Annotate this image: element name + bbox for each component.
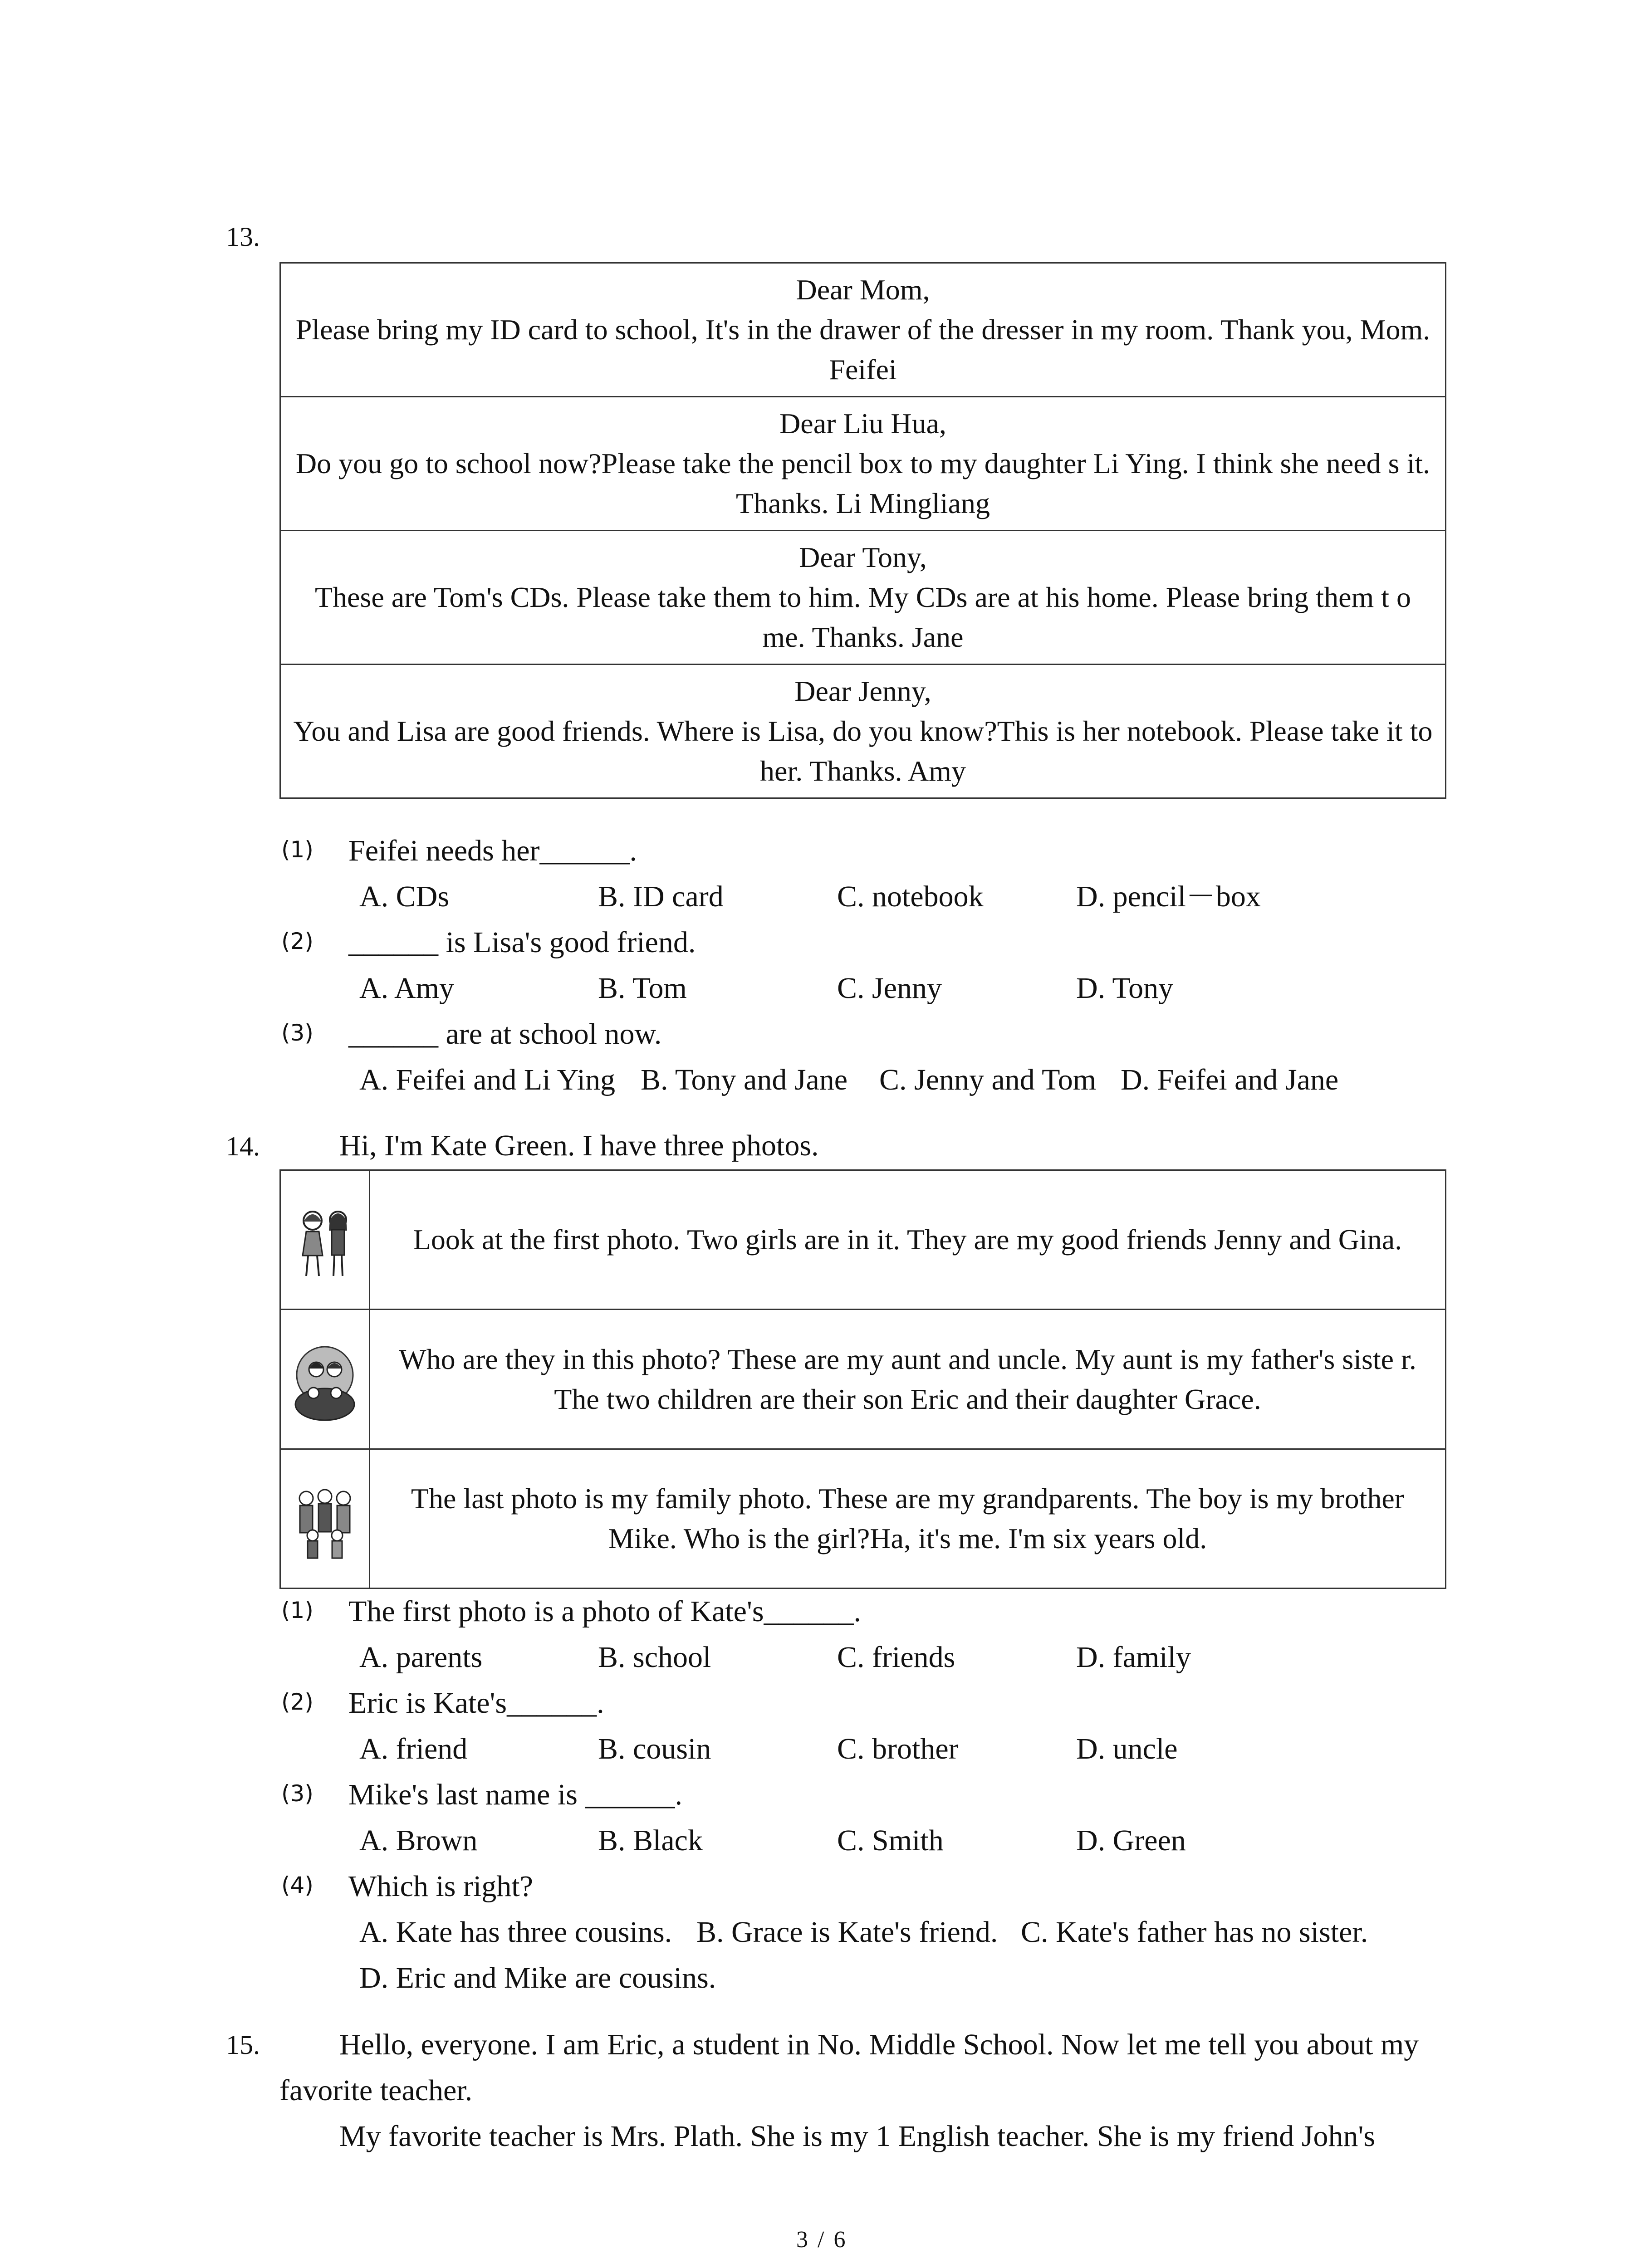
- note-body: Please bring my ID card to school, It's in the drawer of the dresser in my room. Thank you, Mom. Feifei: [295, 313, 1430, 386]
- two-girls-illustration-icon: [291, 1208, 359, 1281]
- question-stem: ______ is Lisa's good friend.: [348, 926, 696, 959]
- note-greeting: Dear Liu Hua,: [779, 407, 946, 440]
- option-a[interactable]: A. Feifei and Li Ying: [359, 1063, 615, 1096]
- photo-cell: [280, 1170, 370, 1310]
- note-row: [280, 531, 1446, 665]
- option-b[interactable]: B. ID card: [598, 880, 724, 913]
- photo-row: [280, 1449, 1446, 1589]
- question-number-15: 15.: [226, 2030, 260, 2060]
- option-c[interactable]: C. Jenny and Tom: [879, 1063, 1097, 1096]
- option-b[interactable]: B. Tony and Jane: [641, 1063, 848, 1096]
- sub-question-number: (1): [281, 836, 314, 863]
- photo-row: [280, 1310, 1446, 1449]
- photo-cell: [280, 1449, 370, 1589]
- note-greeting: Dear Tony,: [799, 541, 927, 573]
- option-a[interactable]: A. Amy: [359, 972, 455, 1005]
- option-c[interactable]: C. brother: [837, 1732, 959, 1765]
- photo-row: [280, 1170, 1446, 1310]
- note-row: [280, 263, 1446, 397]
- note-cell: [280, 665, 1446, 798]
- sub-question-number: (1): [281, 1597, 314, 1623]
- question-stem: The first photo is a photo of Kate's______.: [348, 1595, 862, 1628]
- note-body: You and Lisa are good friends. Where is Lisa, do you know?This is her notebook. Please take it to her. Thanks. Amy: [293, 715, 1433, 787]
- question-number-14: 14.: [226, 1131, 260, 1161]
- option-d[interactable]: D. Eric and Mike are cousins.: [359, 1961, 716, 1994]
- option-b[interactable]: B. Grace is Kate's friend.: [696, 1916, 998, 1949]
- option-a[interactable]: A. Brown: [359, 1824, 478, 1857]
- option-a[interactable]: A. CDs: [359, 880, 450, 913]
- photos-table: [279, 1169, 1446, 1589]
- note-cell: [280, 531, 1446, 665]
- note-cell: [280, 397, 1446, 531]
- note-greeting: Dear Jenny,: [794, 675, 931, 707]
- sub-question-number: (2): [281, 928, 314, 954]
- option-d[interactable]: D. family: [1076, 1641, 1191, 1674]
- note-cell: [280, 263, 1446, 397]
- option-b[interactable]: B. cousin: [598, 1732, 711, 1765]
- option-a[interactable]: A. parents: [359, 1641, 483, 1674]
- photo-description: The last photo is my family photo. These are my grandparents. The boy is my brother Mike. Who is the girl?Ha, it's me. I'm six years old.: [370, 1449, 1446, 1589]
- question-stem: Which is right?: [348, 1870, 533, 1903]
- option-d[interactable]: D. Green: [1076, 1824, 1186, 1857]
- sub-question-number: (3): [281, 1020, 314, 1046]
- note-body: Do you go to school now?Please take the pencil box to my daughter Li Ying. I think she need s it. Thanks. Li Mingliang: [295, 447, 1430, 519]
- question-stem: ______ are at school now.: [348, 1017, 662, 1051]
- passage-line: favorite teacher.: [279, 2074, 473, 2107]
- aunt-uncle-family-illustration-icon: [291, 1343, 359, 1425]
- option-b[interactable]: B. Black: [598, 1824, 703, 1857]
- note-row: [280, 397, 1446, 531]
- page-number: 3 / 6: [796, 2227, 847, 2253]
- sub-question-number: (3): [281, 1780, 314, 1807]
- photo-description: Look at the first photo. Two girls are in it. They are my good friends Jenny and Gina.: [370, 1170, 1446, 1310]
- sub-question-number: (4): [281, 1872, 314, 1898]
- note-greeting: Dear Mom,: [796, 274, 930, 306]
- option-c[interactable]: C. Kate's father has no sister.: [1021, 1916, 1368, 1949]
- question-number-13: 13.: [226, 222, 260, 252]
- option-d[interactable]: D. Feifei and Jane: [1121, 1063, 1339, 1096]
- option-c[interactable]: C. friends: [837, 1641, 955, 1674]
- option-b[interactable]: B. school: [598, 1641, 711, 1674]
- photo-description: Who are they in this photo? These are my aunt and uncle. My aunt is my father's siste r. The two children are their son Eric and their daughter Grace.: [370, 1310, 1446, 1449]
- passage-line: My favorite teacher is Mrs. Plath. She is my 1 English teacher. She is my friend John's: [339, 2120, 1376, 2153]
- family-group-illustration-icon: [291, 1485, 359, 1562]
- notes-table: [279, 262, 1446, 799]
- sub-question-number: (2): [281, 1689, 314, 1715]
- option-b[interactable]: B. Tom: [598, 972, 687, 1005]
- passage-line: Hello, everyone. I am Eric, a student in No. Middle School. Now let me tell you about my: [339, 2028, 1419, 2061]
- option-d[interactable]: D. Tony: [1076, 972, 1174, 1005]
- option-c[interactable]: C. notebook: [837, 880, 984, 913]
- option-a[interactable]: A. Kate has three cousins.: [359, 1916, 672, 1949]
- option-a[interactable]: A. friend: [359, 1732, 468, 1765]
- option-d[interactable]: D. uncle: [1076, 1732, 1178, 1765]
- question-stem: Feifei needs her______.: [348, 834, 637, 867]
- passage-intro: Hi, I'm Kate Green. I have three photos.: [339, 1129, 819, 1162]
- question-stem: Mike's last name is ______.: [348, 1778, 682, 1811]
- question-stem: Eric is Kate's______.: [348, 1686, 604, 1720]
- photo-cell: [280, 1310, 370, 1449]
- note-row: [280, 665, 1446, 798]
- note-body: These are Tom's CDs. Please take them to him. My CDs are at his home. Please bring them t o me. Thanks. Jane: [314, 581, 1411, 653]
- option-d[interactable]: D. pencil－box: [1076, 880, 1261, 913]
- option-c[interactable]: C. Jenny: [837, 972, 942, 1005]
- option-c[interactable]: C. Smith: [837, 1824, 944, 1857]
